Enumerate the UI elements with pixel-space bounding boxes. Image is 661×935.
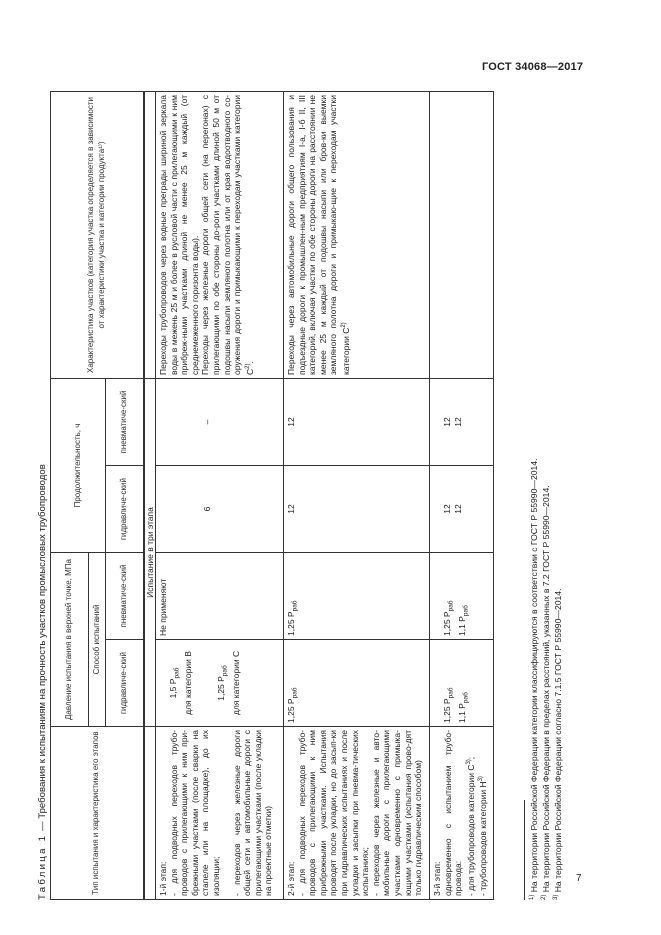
footnote-1: [527, 459, 539, 900]
rotated-content: [37, 95, 638, 900]
stage-1-pressure-a-category: для категории В: [183, 651, 194, 715]
stage-3-dh-2: 12: [452, 504, 463, 514]
footnote-3: [551, 589, 563, 900]
requirements-table: [50, 91, 494, 900]
stage-3-pp-1: [442, 556, 457, 636]
footnote-3-text: На территории Российской Федерации согласно 7.1.5 ГОСТ Р 55990—2014.: [552, 588, 563, 895]
stage-1-head: 1-й этап:: [158, 861, 169, 896]
stage-3-characteristics: [430, 92, 494, 379]
stage-1-duration-pneumatic: –: [156, 379, 284, 466]
header-duration-pneumatic: пневматиче-ский: [106, 379, 144, 466]
table-caption-text: — Требования к испытаниям на прочность участков промысловых трубопроводов: [37, 464, 48, 834]
header-row-1: [51, 92, 89, 900]
stage-3-ph-1: [442, 643, 457, 723]
stage-3-head: 3-й этап:: [432, 861, 443, 896]
stage-1-pressure-pneumatic: [156, 553, 284, 640]
stage-2-pp-value: 1,25 P: [286, 611, 297, 636]
stage-2-item-a: - для подводных переходов трубо-проводов с прилегающими к ним прибрежными участками. Испытания проводят после укладки, но до засып-ки при гидравлических испытаниях и после укладки и засыпки при пневма-тических испытаниях;: [296, 730, 371, 896]
stage-2-char-text: Переходы через автомобильные дороги общего пользования и подъездные дороги к промышлен-ным предприятиям I-а, I-б II, III категорий, включая участки по обе стороны дороги на расстоянии не менее 25 м каждый от подошвы насыпи или бров-ки выемки земляного полотна дороги и примыкаю-щие к переходам участки категории С: [286, 95, 351, 375]
section-title: Испытание в три этапа: [144, 379, 156, 727]
section-blank: [144, 727, 156, 900]
stage-2-char-sup: 2): [341, 322, 348, 328]
char-2-text: Переходы через железные дороги общей сети (на перегонах) с прилегающими по обе стороны до-роги участками длиной 50 м от подошвы насыпи земляного полотна или от края водоотводного со-оружения дороги и примыкающими к переходам участками категории С: [200, 95, 255, 375]
stage-2-pp-sub: раб: [291, 600, 299, 612]
table-caption: [38, 464, 49, 900]
stage-2-pressure-hydraulic: [284, 640, 430, 727]
stage-1-pressure-b-category: для категории С: [231, 650, 242, 716]
header-characteristics: Характеристика участков (категория участка определяется в зависимости от характеристики участка и категории продукта¹⁾): [51, 92, 144, 379]
ph2-value: 1,1 P: [457, 703, 468, 723]
stage-1-row: [156, 92, 284, 900]
table-caption-label: Таблица 1: [37, 833, 48, 900]
stage-2-ph-sub: раб: [291, 687, 299, 699]
stage-2-text: [284, 727, 430, 900]
header-duration-hydraulic: гидравличе-ский: [106, 466, 144, 553]
stage-3-dh-1: 12: [442, 504, 453, 514]
pp2-sub: раб: [463, 605, 471, 617]
stage-3-ph-2: [457, 643, 472, 723]
stage-2-duration-pneumatic: 12: [284, 379, 430, 466]
footnote-1-mark: 1): [529, 894, 535, 900]
stage-2-row: [284, 92, 430, 900]
line-h-sup: 3): [478, 776, 485, 782]
ph1-sub: раб: [447, 687, 455, 699]
footnote-2: [539, 485, 551, 900]
pressure-a-sub: раб: [173, 667, 181, 679]
stage-2-ph-value: 1,25 P: [286, 698, 297, 723]
stage-1-item-b: - переходов через железные дороги общей сети и автомобильные дороги с прилегающими участками (после укладки на проектные отметки): [231, 730, 274, 896]
char-2-sup: 2): [244, 363, 251, 369]
stage-1-pressure-b: [216, 643, 231, 723]
stage-3-dp-1: 12: [442, 417, 453, 427]
stage-3-pressure-hydraulic: [430, 640, 494, 727]
stage-1-pressure-a: [168, 643, 183, 723]
line-c-text: - для трубопроводов категории С: [465, 764, 476, 896]
stage-3-dp-2: 12: [452, 417, 463, 427]
pressure-a-value: 1,5 P: [168, 678, 179, 699]
ph1-value: 1,25 P: [442, 698, 453, 723]
stage-3-row: [430, 92, 494, 900]
header-method: Способ испытаний: [89, 553, 106, 727]
stage-2-head: 2-й этап:: [286, 861, 297, 896]
page-number: 7: [576, 873, 582, 884]
stage-1-pressure-hydraulic: [156, 640, 284, 727]
footnote-2-mark: 2): [541, 894, 547, 900]
stage-3-line-h: [476, 730, 488, 896]
footnote-2-text: На территории Российской Федерации в пределах расстояний, указанных в 7.2 ГОСТ Р 55990—2014.: [540, 485, 551, 895]
stage-3-intro: одновременно с испытанием трубо-провода:: [442, 730, 464, 896]
stage-3-duration-hydraulic: [430, 466, 494, 553]
standard-code: ГОСТ 34068—2017: [482, 61, 584, 73]
stage-1-text: [156, 727, 284, 900]
pressure-b-sub: раб: [221, 665, 229, 677]
ph2-sub: раб: [463, 692, 471, 704]
stage-1-item-a: - для подводных переходов трубо-проводов с прилегающими к ним при-брежными участками (после сварки на стапеле или на площадке), до их изоляции;: [168, 730, 222, 896]
section-row: [144, 92, 156, 900]
stage-3-duration-pneumatic: [430, 379, 494, 466]
header-test-type: Тип испытания и характеристика его этапов: [51, 727, 144, 900]
stage-1-char-1: Переходы трубопроводов через водные преграды шириной зеркала воды в межень 25 м и более в русловой части с прилегающими к ним прибреж-ными участками длиной не менее 25 м каждый (от среднемеженного горизонта воды).: [158, 95, 200, 375]
line-c-sup: 3): [465, 759, 472, 765]
header-pressure: Давление испытания в верхней точке, МПа: [51, 553, 89, 727]
stage-3-pressure-pneumatic: [430, 553, 494, 640]
stage-1-characteristics: [156, 92, 284, 379]
pressure-b-value: 1,25 P: [215, 676, 226, 701]
footnote-3-mark: 3): [553, 894, 559, 900]
header-pressure-pneumatic: пневматиче-ский: [106, 553, 144, 640]
stage-3-pp-2: [457, 556, 472, 636]
stage-2-characteristics: [284, 92, 430, 379]
footnote-rule: [524, 800, 525, 900]
stage-3-text: [430, 727, 494, 900]
pp2-value: 1,1 P: [457, 616, 468, 636]
stage-2-item-b: - переходов через железные и авто-мобильные дороги с прилегающими участками одновременно с примыка-ющими участками (испытания прово-дят только гидравлическим способом): [370, 730, 424, 896]
pp1-sub: раб: [447, 600, 455, 612]
stage-3-line-c: - для трубопроводов категории $С^{3)}$;: [465, 756, 476, 896]
not-applicable: Не применяют: [158, 578, 169, 636]
header-duration: Продолжительность, ч: [51, 379, 106, 553]
stage-1-duration-hydraulic: 6: [156, 466, 284, 553]
header-pressure-hydraulic: гидравличе-ский: [106, 640, 144, 727]
stage-2-duration-hydraulic: 12: [284, 466, 430, 553]
line-h-text: - трубопроводов категории Н: [478, 781, 489, 896]
pp1-value: 1,25 P: [442, 611, 453, 636]
stage-1-char-2: Переходы через железные дороги общей сети (на перегонах) с прилегающими по обе стороны до-роги участками длиной 50 м от подошвы насыпи земляного полотна или от края водоотводного со-оружения дороги и примыкающими к переходам участками категории $С^{2)}$.: [200, 95, 255, 375]
stage-2-pressure-pneumatic: [284, 553, 430, 640]
section-blank-right: [144, 92, 156, 379]
footnote-1-text: На территории Российской Федерации категории классифицируются в соответствии с ГОСТ Р 55990—2014.: [528, 458, 539, 895]
